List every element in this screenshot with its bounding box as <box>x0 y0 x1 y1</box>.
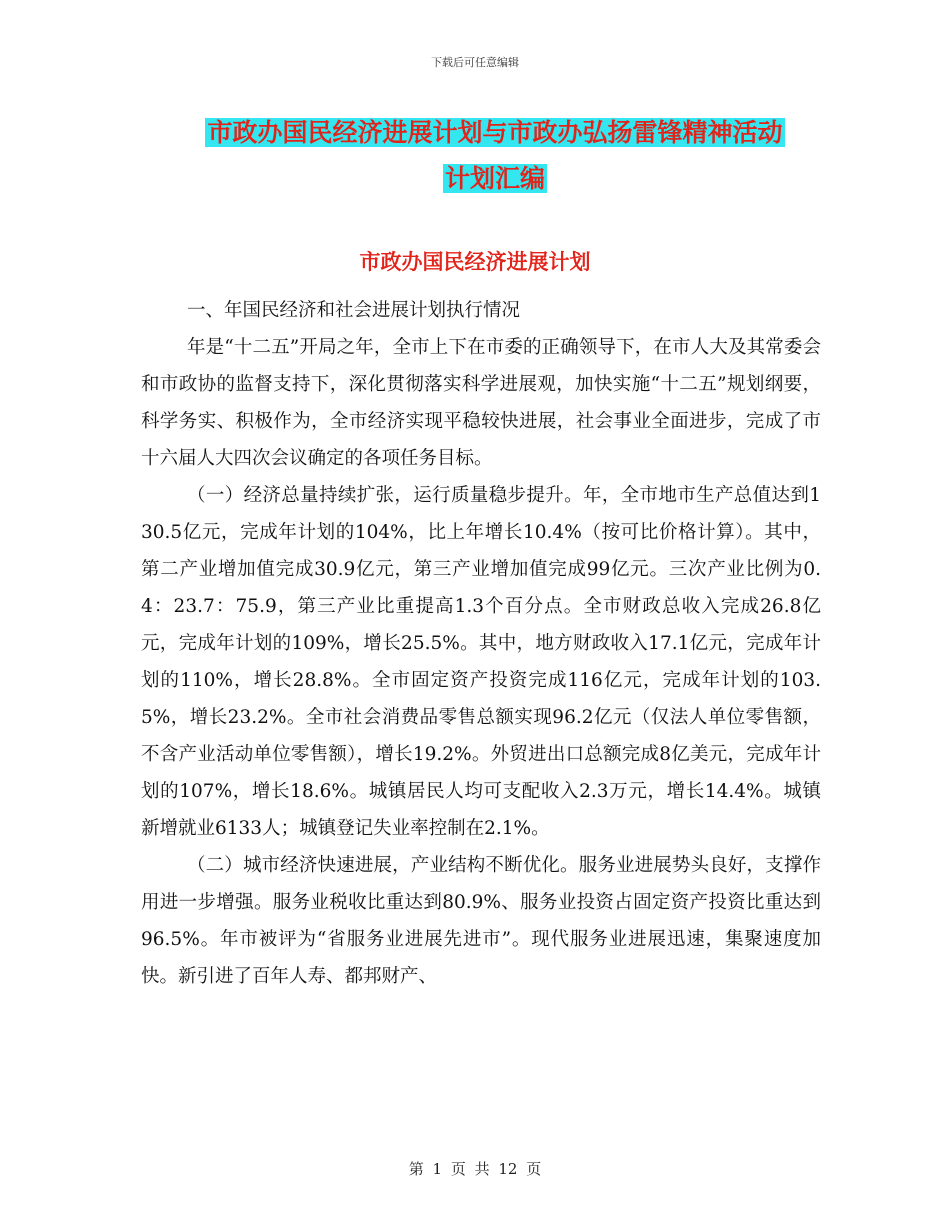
paragraph-3: （二）城市经济快速进展，产业结构不断优化。服务业进展势头良好，支撑作用进一步增强。服务业税收比重达到80.9%、服务业投资占固定资产投资比重达到96.5%。年市被评为“省服务业进展先进市”。现代服务业进展迅速，集聚速度加快。新引进了百年人寿、都邦财产、 <box>141 855 821 987</box>
section-title: 市政办国民经济进展计划 <box>359 250 591 274</box>
paragraph-1: 年是“十二五”开局之年，全市上下在市委的正确领导下，在市人大及其常委会和市政协的监督支持下，深化贯彻落实科学进展观，加快实施“十二五”规划纲要，科学务实、积极作为，全市经济实现平稳较快进展，社会事业全面进步，完成了市十六届人大四次会议确定的各项任务目标。 <box>141 337 821 469</box>
page-footer: 第 1 页 共 12 页 <box>408 1160 542 1178</box>
main-title-line-1: 市政办国民经济进展计划与市政办弘扬雷锋精神活动 <box>207 118 783 147</box>
main-title-line-2: 计划汇编 <box>444 164 545 193</box>
header-note: 下载后可任意编辑 <box>431 56 519 69</box>
document-body <box>141 292 821 995</box>
main-title <box>150 110 840 202</box>
paragraph-2: （一）经济总量持续扩张，运行质量稳步提升。年，全市地市生产总值达到130.5亿元，完成年计划的104%，比上年增长10.4%（按可比价格计算）。其中，第二产业增加值完成30.9亿元，第三产业增加值完成99亿元。三次产业比例为0.4：23.7：75.9，第三产业比重提高1.3个百分点。全市财政总收入完成26.8亿元，完成年计划的109%，增长25.5%。其中，地方财政收入17.1亿元，完成年计划的110%，增长28.8%。全市固定资产投资完成116亿元，完成年计划的103.5%，增长23.2%。全市社会消费品零售总额实现96.2亿元（仅法人单位零售额，不含产业活动单位零售额），增长19.2%。外贸进出口总额完成8亿美元，完成年计划的107%，增长18.6%。城镇居民人均可支配收入2.3万元，增长14.4%。城镇新增就业6133人；城镇登记失业率控制在2.1%。 <box>141 485 821 839</box>
heading-1: 一、年国民经济和社会进展计划执行情况 <box>187 300 521 321</box>
